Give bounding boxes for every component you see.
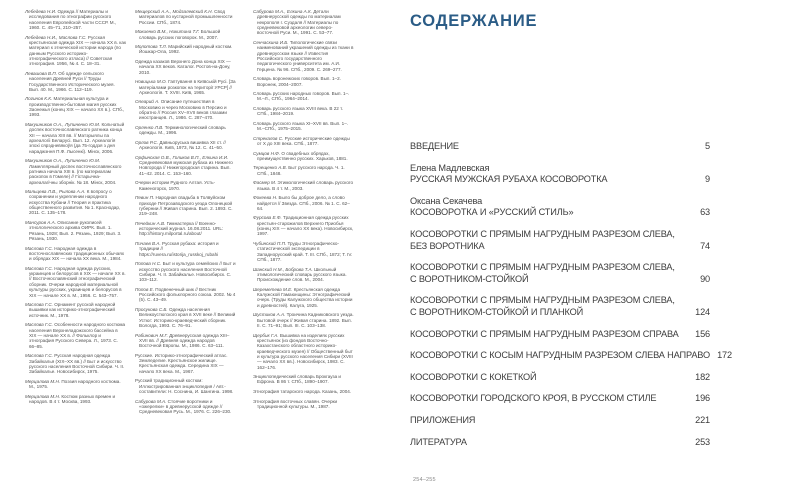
bibliography-entry: Мальцева Л.В., Рылова А.А. К вопросу о сохранении и укреплении народного искусства Кубани // Теория и практика общественного развития. № 1. Краснодар, 2011. С. 135–178. (25, 189, 121, 216)
contents-entry-title: ВВЕДЕНИЕ (410, 141, 459, 151)
contents-entry-page-number: 5 (705, 141, 710, 151)
bibliography-entry: Орленко Л.В. Терминологический словарь одежды. М., 1996. (135, 124, 226, 136)
bibliography-entry: Макушников О.А., Лупиненко Ю.М. Ламеллярный доспех восточнославянского ратника начала XIII в. (по материалам раскопок в Гомеле) // Гістарычна-археалагічны зборнік. № 18. Мінск, 2004. (25, 158, 122, 185)
bibliography-author: Сабурова М.А. (135, 398, 168, 404)
bibliography-author: Печейкин А.В. (135, 220, 167, 226)
contents-entry-text (410, 393, 656, 405)
bibliography-entry: Маслова Г.С. Особенности народного костюма населения Верхнеладожского бассейна в XIX — начале XX в. // Фольклор и этнография Русского Севера. Л., 1973. С. 66–85. (25, 322, 126, 349)
contents-entry-text (410, 350, 710, 362)
bibliography-author: Левашова В.П. (25, 70, 59, 76)
bibliography-entry: Рабинович М.Г. Древнерусская одежда XIII–XVII вв. // Древняя одежда народов Восточной Европы. М., 1986. С. 63–111. (135, 332, 230, 349)
bibliography-entry: Макушников О.А., Лупиненко Ю.М. Кольчатый доспех восточнославянского ратника конца XII — начала XIII вв. // Матэрыялы па археалогіі Беларусі. Вып. 12. Археалогія эпохі сярэдневякоўя (да 75-годдзя з дня нараджэння П.Ф. Лысенкі). Мінск, 2006. (25, 121, 125, 154)
bibliography-author: Маслова Г.С. (25, 265, 55, 271)
contents-entry-page-number: 90 (700, 273, 710, 284)
bibliography-entry: Мерцалова М.Н. Поэзия народного костюма. М., 1975. (25, 378, 121, 390)
bibliography-entry: Сенчаскина И.Б. Типологические связи наименований украшений одежды из ткани в древнерусском языке // Известия Российского государственного педагогического университета им. А.И. Герцена. № 96. СПб., 2009. С. 269–277. (253, 39, 354, 72)
bibliography-entry: Мещерский А.А., Модзалевский К.Н. Свод материалов по кустарной промышленности России. СПб., 1874. (135, 9, 233, 25)
bibliography-entry: Этнография татарского народа. Казань, 2004. (253, 388, 352, 394)
contents-entry-text (410, 329, 679, 341)
contents-row (410, 262, 710, 285)
bibliography-entry: Энциклопедический словарь Брокгауза и Ефрона. В 86 т. СПб., 1890–1907. (253, 374, 341, 385)
contents-entry-title: С ВОРОТНИКОМ-СТОЙКОЙ И ПЛАНКОЙ (410, 306, 584, 317)
spread-page-numbers: 254–255 (413, 477, 436, 483)
contents-list (410, 141, 732, 448)
bibliography-entry: Сумцов Н.Ф. О свадебных обрядах, преимущественно русских. Харьков, 1881. (253, 150, 348, 161)
bibliography-author: Маслова Г.С. (25, 302, 55, 308)
contents-entry-page-number: 221 (695, 414, 710, 425)
bibliography-entry: Чубинский П.П. Труды Этнографическо-статистической экспедиции в Западнорусский край. Т. III. СПб., 1872; Т. IV. СПб., 1877. (253, 240, 353, 262)
contents-entry-author: Елена Мадлевская (410, 162, 490, 173)
bibliography-author: Щербик Г.А. (253, 332, 280, 338)
bibliography-entry: Певин П. Народная свадьба в Толвуйском приходе Петрозаводского уезда Олонецкой губернии // Живая старина. Вып. 2. 1893. С. 219–248. (135, 195, 233, 217)
bibliography-entry: Мерцалова М.Н. Костюм разных времен и народов. В 4 т. Москва, 1993. (25, 393, 116, 404)
bibliography-entry: Щербик Г.А. Вышивка на изделиях русских крестьянок (из фондов Восточно-Казахстанского областного историко-краеведческого музея) // Общественный быт и культура русского населения Сибири (XVIII — начало XX вв.). Новосибирск, 1983. С. 162–176. (253, 332, 353, 370)
contents-row (410, 393, 710, 405)
bibliography-entry: Молотова Т.Л. Марийский народный костюм. Йошкар-Ола, 1992. (135, 44, 233, 55)
bibliography-entry: Словарь русского языка XVIII века. В 22 т. СПб., 1984–2019. (253, 105, 343, 117)
bibliography-entry: Стрекалов С. Русские исторические одежды от X до XIII века. СПб., 1877. (253, 135, 350, 146)
contents-heading: СОДЕРЖАНИЕ (410, 12, 538, 30)
contents-row (410, 295, 710, 318)
bibliography-author: Шустиков А.А. (253, 312, 287, 318)
bibliography-entry: Попов Е. Подвенечный шик // Вестник Российского фольклорного союза. 2002. № 4 (5). С. 43–49. (135, 286, 236, 303)
bibliography-author: Фурсова Е.Ф. (253, 215, 284, 221)
bibliography-entry: Левашова В.П. Об одежде сельского населения Древней Руси // Труды Государственного Исторического музея. Вып. 40. М., 1966. С. 112–119. (25, 70, 115, 92)
contents-entry-title: КОСОВОРОТКИ С КОКЕТКОЙ (410, 371, 537, 382)
bibliography-author: Лебедева Н.И., Маслова Г.С. (25, 34, 88, 40)
bibliography-author: Мансуров А.А. (25, 220, 58, 225)
contents-row (410, 163, 710, 186)
bibliography-author: Маслова Г.С. (25, 353, 55, 359)
bibliography-author: Просукова С.Б. (135, 306, 169, 312)
bibliography-entry: Попова Н.С. Быт и культура семейских // Быт и искусство русского населения Восточной Сибири. Ч. II. Забайкалье. Новосибирск. С. 103–112. (135, 261, 236, 283)
bibliography-entry: Сабурова М.А. Стоячие воротники и «ожерелки» в древнерусской одежде // Средневековая Русь. М., 1976. С. 226–230. (135, 398, 232, 415)
contents-entry-text (410, 372, 537, 384)
bibliography-author: Маслова Г.С. (25, 245, 55, 251)
bibliography-entry: Орлов Р.С. Давньоруська вишивка XII ст. // Археологія. Київ, 1973, № 12. С. 41–50. (135, 139, 226, 151)
bibliography-author: Лебедева Н.И. (25, 9, 58, 14)
bibliography-entry: Сабурова М.А., Елкина А.К. Детали древнерусской одежды по материалам некрополя г. Суздаля // Материалы по средневековой археологии северо-восточной Руси. М., 1991. С. 53–77. (253, 9, 341, 36)
bibliography-entry: Терещенко А.В. Быт русского народа. Ч. 1. СПб., 1848. (253, 165, 345, 176)
bibliography-author: Чубинский П.П. (253, 240, 288, 246)
contents-entry-text (410, 415, 475, 427)
contents-entry-text (410, 229, 675, 252)
bibliography-author: Новицька М.О. (135, 79, 169, 85)
bibliography-entry: Мансуров А.А. Описание рукописей этнологического архива ОИРК. Вып. 1. Рязань, 1928; Вып. 2. Рязань, 1929; Вып. 3. Рязань, 1930. (25, 220, 122, 242)
contents-entry-text (410, 141, 459, 153)
bibliography-author: Шереметева М.Е. (253, 286, 294, 292)
bibliography-author: Мещерский А.А., Модзалевский К.Н. (135, 9, 215, 14)
bibliography-author: Мокиенко В.М., Никитина Т.Г. (135, 29, 201, 35)
bibliography-entry: Русский традиционный костюм: Иллюстрированная энциклопедия / Авт.-составители: Н. Соснина, И. Шангина. 1998. (135, 378, 234, 394)
bibliography-author: Терещенко А.В. (253, 165, 289, 171)
right-page-contents (410, 12, 732, 458)
contents-entry-title: С ВОРОТНИКОМ-СТОЙКОЙ (410, 273, 529, 284)
bibliography-entry: Просукова С.Б. Одежда населения Великоустюгского края в XVII веке // Великий Устюг: Историко-краеведческий сборник. Вологда, 1993. С. 76–91. (135, 306, 236, 328)
bibliography-column-1 (25, 9, 126, 408)
contents-entry-text (410, 262, 675, 285)
bibliography-author: Сабурова М.А., Елкина А.К. (253, 9, 314, 14)
bibliography-entry: Маслова Г.С. Русская народная одежда Забайкалья (XIX–XX вв.) // Быт и искусство русского населения Восточной Сибири. Ч. II. Забайкалье. Новосибирск, 1975. (25, 353, 125, 375)
bibliography-entry: Лебедева Н.И., Маслова Г.С. Русская крестьянская одежда XIX — начала XX в. как материал к этнической истории народа (по данным Русского историко-этнографического атласа) // Советская этнография. 1956, № 4. С. 18–31. (25, 34, 126, 67)
bibliography-author: Пичаев В.А. (135, 240, 163, 246)
bibliography-entry: Очерки истории Рудного Алтая. Усть-Каменогорск, 1970. (135, 180, 216, 191)
bibliography-author: Олеарий А. (135, 99, 161, 105)
bibliography-entry: Одежда казаков Верхнего Дона конца XIX — начала XX веков. Каталог. Ростов-на-Дону, 2010. (135, 58, 231, 75)
bibliography-entry: Лебедева Н.И. Одежда // Материалы и исследования по этнографии русского населения Европейской части СССР. М., 1960. С. 45–71, 210–257. (25, 9, 117, 31)
contents-row (410, 329, 710, 341)
bibliography-author: Мальцева Л.В., Рылова А.А. (25, 189, 87, 195)
bibliography-entry: Маслова Г.С. Народная одежда русских, украинцев и белорусов в XIX — начале XX в. // Восточнославянский этнографический сборник. Очерки народной материальной культуры русских, украинцев и белорусов в XIX — начале XX в. М., 1956. С. 543–757. (25, 265, 126, 298)
contents-entry-page-number: 156 (695, 328, 710, 339)
bibliography-author: Логинов К.К. (25, 96, 54, 102)
contents-entry-text (410, 196, 573, 219)
contents-entry-title: КОСОВОРОТКА И «РУССКИЙ СТИЛЬ» (410, 207, 574, 218)
contents-entry-title: КОСОВОРОТКИ С КОСЫМ НАГРУДНЫМ РАЗРЕЗОМ СЛЕВА НАПРАВО (410, 350, 710, 361)
bibliography-column-3 (253, 9, 354, 413)
contents-entry-page-number: 196 (695, 393, 710, 404)
bibliography-entry: Фасмер М. Этимологический словарь русского языка. В 4 т. М., 2003. (253, 180, 354, 191)
bibliography-entry: Олеарий А. Описание путешествия в Московию и через Московию в Персию и обратно // Россия XV–XVII веков глазами иностранцев. Л., 1986. С. 287–470. (135, 99, 227, 121)
bibliography-entry: Русские. Историко-этнографический атлас. Земледелие. Крестьянское жилище. Крестьянская одежда. Середина XIX — начало XX века. М., 1967. (135, 352, 228, 374)
bibliography-author: Стрекалов С. (253, 135, 285, 141)
bibliography-author: Маслова Г.С. (25, 322, 55, 328)
contents-entry-text (410, 295, 675, 318)
bibliography-author: Фасмер М. (253, 180, 278, 186)
contents-entry-page-number: 124 (695, 306, 710, 317)
contents-entry-text (410, 437, 467, 449)
bibliography-entry: Новицька М.О. Гаптування в Київській Русі. [За матеріалами розкопок на території УРСР] // Археологія. Т. XVIII. Київ, 1965. (135, 79, 236, 95)
bibliography-author: Попова Н.С. (135, 261, 163, 267)
contents-entry-title: БЕЗ ВОРОТНИКА (410, 240, 485, 251)
contents-entry-title: ПРИЛОЖЕНИЯ (410, 414, 476, 425)
bibliography-entry: Маслова Г.С. Орнамент русской народной вышивки как историко-этнографический источник. М., 1978. (25, 302, 116, 318)
bibliography-entry: Шереметева М.Е. Крестьянская одежда Калужской Гамаюнщины: Этнографический очерк. (Труды Калужского общества истории и древностей). Калуга, 1925. (253, 286, 353, 308)
bibliography-entry: Шанский Н.М., Боброва Т.А. Школьный этимологический словарь русского языка. Происхождение слов. М., 2004. (253, 266, 347, 283)
contents-entry-title: РУССКАЯ МУЖСКАЯ РУБАХА КОСОВОРОТКА (410, 174, 608, 185)
contents-entry-title: ЛИТЕРАТУРА (410, 436, 467, 447)
bibliography-entry: Фурсова Е.Ф. Традиционная одежда русских крестьян-старожилов Верхнего Приобья (конец XIX — начало XX века). Новосибирск, 1997. (253, 215, 354, 237)
bibliography-entry: Словарь воронежских говоров. Вып. 1–2. Воронеж, 2004–2007. (253, 76, 341, 87)
bibliography-author: Шанский Н.М., Боброва Т.А. (253, 266, 315, 272)
bibliography-entry: Словарь русского языка XI–XVII вв. Вып. 1–. М.–СПб., 1975–2015. (253, 120, 349, 132)
contents-entry-page-number: 172 (717, 350, 732, 361)
bibliography-column-2 (135, 9, 236, 419)
contents-entry-title: КОСОВОРОТКИ С ПРЯМЫМ НАГРУДНЫМ РАЗРЕЗОМ СЛЕВА, (410, 295, 675, 306)
bibliography-author: Рабинович М.Г. (135, 332, 170, 338)
contents-row (410, 141, 710, 153)
bibliography-author: Сумцов Н.Ф. (253, 150, 282, 156)
bibliography-author: Сенчаскина И.Б. (253, 39, 290, 45)
bibliography-entry: Печейкин А.В. Гимнастерка // Военно-исторический журнал. 16.08.2011. URL: http://history.milportal.ru/about/ (135, 220, 224, 237)
bibliography-author: Певин П. (135, 195, 156, 201)
contents-row (410, 415, 710, 427)
contents-entry-title: КОСОВОРОТКИ С ПРЯМЫМ НАГРУДНЫМ РАЗРЕЗОМ СПРАВА (410, 328, 679, 339)
bibliography-entry: Словарь русских народных говоров. Вып. 1–. М.–Л., СПб., 1964–2014. (253, 91, 350, 102)
bibliography-entry: Этнография восточных славян. Очерки традиционной культуры. М., 1987. (253, 398, 338, 409)
bibliography-author: Орфинская О.В., Голиков В.П., Елкина И.И. (135, 154, 229, 160)
bibliography-author: Попов Е. (135, 286, 156, 292)
bibliography-author: Мерцалова М.Н. (25, 393, 62, 399)
bibliography-entry: Фокеева Н. Было бы доброе дело, а слово найдется // Звезда. СПб., 2006. № 1. С. 62–64. (253, 195, 350, 211)
contents-entry-title: КОСОВОРОТКИ С ПРЯМЫМ НАГРУДНЫМ РАЗРЕЗОМ СЛЕВА, (410, 262, 675, 273)
bibliography-author: Мерцалова М.Н. (25, 378, 62, 384)
bibliography-entry: Логинов К.К. Материальная культура и производственно-бытовая магия русских Заонежья (конец XIX — начало XX в.). СПб., 1993. (25, 96, 125, 118)
bibliography-author: Макушников О.А., Лупиненко Ю.М. (25, 121, 102, 127)
bibliography-entry: Пичаев В.А. Русская рубаха: история и традиции // https://ruvera.ru/istorija_russkoj_rubahi (135, 240, 219, 257)
contents-entry-author: Оксана Секачева (410, 195, 483, 206)
bibliography-author: Макушников О.А., Лупиненко Ю.М. (25, 158, 101, 164)
contents-entry-title: КОСОВОРОТКИ С ПРЯМЫМ НАГРУДНЫМ РАЗРЕЗОМ СЛЕВА, (410, 228, 675, 239)
contents-row (410, 196, 710, 219)
contents-entry-page-number: 63 (700, 207, 710, 218)
contents-entry-page-number: 74 (700, 240, 710, 251)
contents-entry-page-number: 9 (705, 174, 710, 185)
bibliography-author: Орленко Л.В. (135, 124, 165, 130)
bibliography-entry: Шустиков А.А. Троичина Кадниковского уезда. Бытовой очерк // Живая старина. 1892. Вып. II. С. 71–91; Вып. III. С. 103–138. (253, 312, 354, 328)
contents-entry-text (410, 163, 607, 186)
contents-row (410, 350, 732, 362)
bibliography-entry: Мокиенко В.М., Никитина Т.Г. Большой словарь русских поговорок. М., 2007. (135, 29, 221, 40)
bibliography-entry: Маслова Г.С. Народная одежда в восточнославянских традиционных обычаях и обрядах XIX — начала XX века. М., 1984. (25, 245, 125, 262)
contents-entry-title: КОСОВОРОТКИ ГОРОДСКОГО КРОЯ, В РУССКОМ СТИЛЕ (410, 393, 657, 404)
bibliography-author: Молотова Т.Л. (135, 44, 169, 50)
contents-entry-page-number: 253 (695, 436, 710, 447)
contents-entry-page-number: 182 (695, 371, 710, 382)
contents-row (410, 437, 710, 449)
contents-row (410, 372, 710, 384)
bibliography-author: Орлов Р.С. (135, 139, 160, 145)
contents-row (410, 229, 710, 252)
bibliography-entry: Орфинская О.В., Голиков В.П., Елкина И.И. Средневековая мужская рубаха из Нижнего Новгорода // Нижегородская старина. Вып. 41–42. 2014. С. 153–160. (135, 154, 233, 176)
bibliography-author: Фокеева Н. (253, 195, 279, 201)
